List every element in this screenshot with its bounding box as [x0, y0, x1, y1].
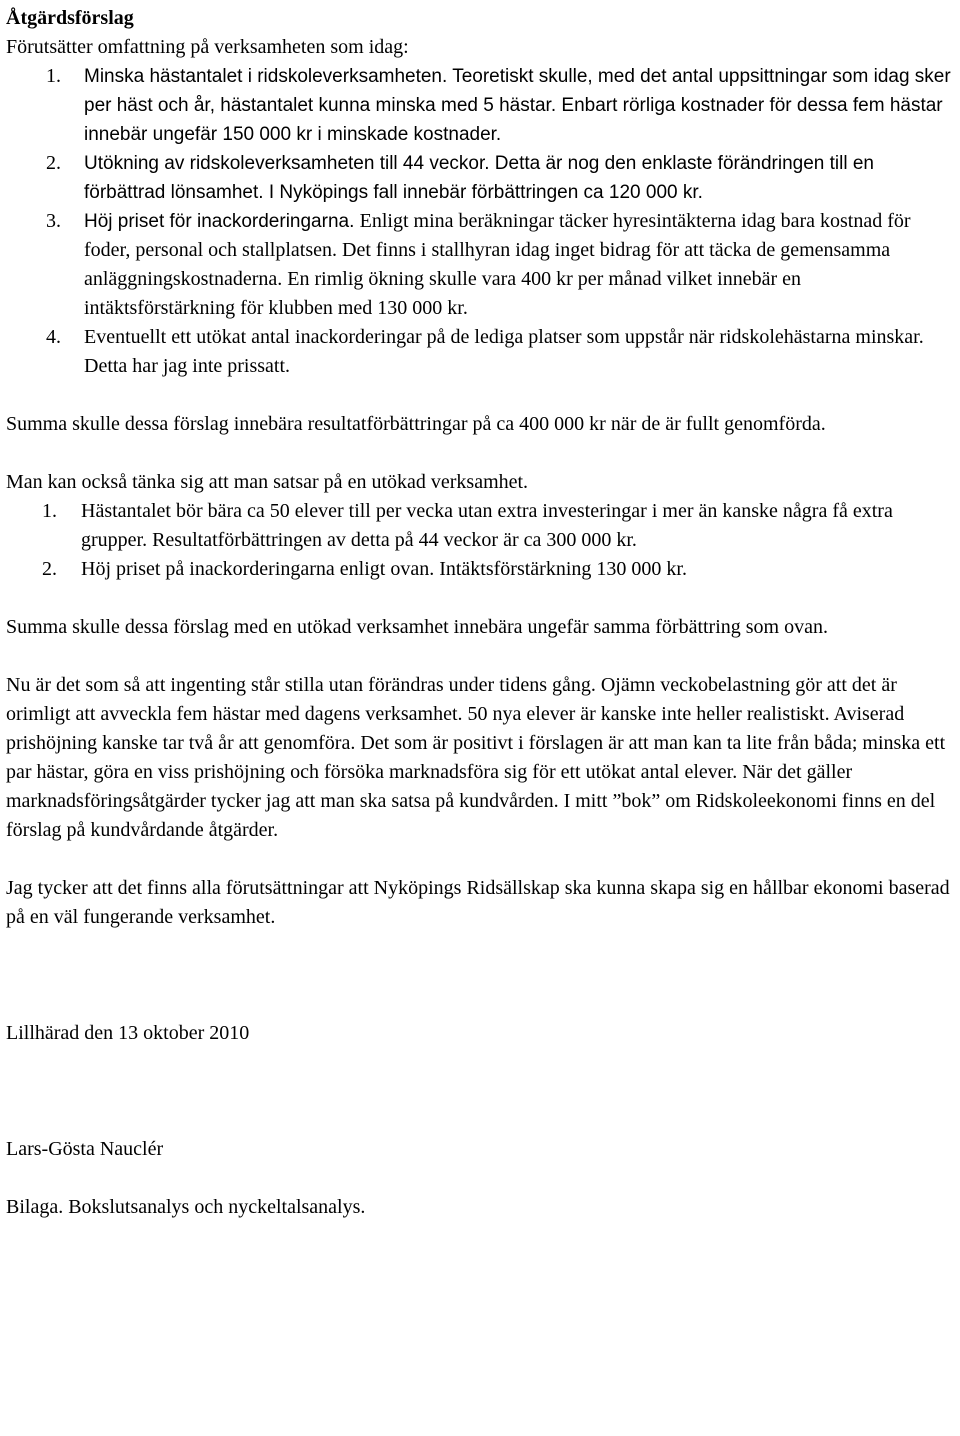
place-date: Lillhärad den 13 oktober 2010: [6, 1022, 250, 1044]
list-item: [6, 62, 956, 149]
list-item-text: Minska hästantalet i ridskoleverksamheten. Teoretiskt skulle, med det antal uppsittningar som idag sker per häst och år, hästantalet kunna minska med 5 hästar. Enbart rörliga kostnader för dessa fem hästar innebär ungefär 150 000 kr i minskade kostnader.: [84, 66, 951, 145]
list-number: 1.: [46, 65, 61, 87]
list-item-text: Hästantalet bör bära ca 50 elever till per vecka utan extra investeringar i mer än kanske några få extra grupper. Resultatförbättringen av detta på 44 veckor är ca 300 000 kr.: [81, 500, 893, 551]
list-item: [6, 207, 956, 323]
list-item: [6, 149, 956, 207]
list-number: 2.: [46, 152, 61, 174]
list-item-text: Utökning av ridskoleverksamheten till 44 veckor. Detta är nog den enklaste förändringen till en förbättrad lönsamhet. I Nyköpings fall innebär förbättringen ca 120 000 kr.: [84, 153, 874, 203]
list-item-text-lead: Höj priset för inackorderingarna.: [84, 211, 360, 232]
intro-text: Förutsätter omfattning på verksamheten som idag:: [6, 36, 409, 58]
list-number: 1.: [42, 500, 57, 522]
list-item-text: Eventuellt ett utökat antal inackorderingar på de lediga platser som uppstår när ridskolehästarna minskar. Detta har jag inte prissatt.: [84, 326, 924, 377]
list-item: [6, 497, 956, 555]
list-item: [6, 555, 956, 584]
alternative-list: [6, 497, 956, 584]
list-number: 3.: [46, 210, 61, 232]
alternative-intro: Man kan också tänka sig att man satsar på en utökad verksamhet.: [6, 471, 529, 493]
measures-list: [6, 62, 956, 381]
summary-paragraph: Summa skulle dessa förslag innebära resultatförbättringar på ca 400 000 kr när de är fullt genomförda.: [6, 413, 826, 435]
signature-name: Lars-Gösta Nauclér: [6, 1138, 164, 1160]
attachment-note: Bilaga. Bokslutsanalys och nyckeltalsanalys.: [6, 1196, 366, 1218]
list-item-text: Enligt mina beräkningar täcker hyresintäkterna idag bara kostnad för foder, personal och stallplatsen. Det finns i stallhyran idag inget bidrag för att täcka de gemensamma anläggningskostnaderna. En rimlig ökning skulle vara 400 kr per månad vilket innebär en intäktsförstärkning för klubben med 130 000 kr.: [84, 210, 911, 319]
list-item: [6, 323, 956, 381]
document-page: [6, 4, 956, 1222]
summary-paragraph: Summa skulle dessa förslag med en utökad verksamhet innebära ungefär samma förbättring som ovan.: [6, 616, 828, 638]
list-number: 2.: [42, 558, 57, 580]
discussion-paragraph: Nu är det som så att ingenting står stilla utan förändras under tidens gång. Ojämn veckobelastning gör att det är orimligt att avveckla fem hästar med dagens verksamhet. 50 nya elever är kanske inte heller realistiskt. Aviserad prishöjning kanske tar två år att genomföra. Det som är positivt i förslagen är att man kan ta lite från båda; minska ett par hästar, göra en viss prishöjning och försöka marknadsföra sig för ett utökat antal elever. När det gäller marknadsföringsåtgärder tycker jag att man ska satsa på kundvården. I mitt ”bok” om Ridskoleekonomi finns en del förslag på kundvårdande åtgärder.: [6, 674, 946, 841]
list-number: 4.: [46, 326, 61, 348]
document-heading: Åtgärdsförslag: [6, 7, 134, 29]
list-item-text: Höj priset på inackorderingarna enligt ovan. Intäktsförstärkning 130 000 kr.: [81, 558, 687, 580]
conclusion-paragraph: Jag tycker att det finns alla förutsättningar att Nyköpings Ridsällskap ska kunna skapa sig en hållbar ekonomi baserad på en väl fungerande verksamhet.: [6, 877, 950, 928]
